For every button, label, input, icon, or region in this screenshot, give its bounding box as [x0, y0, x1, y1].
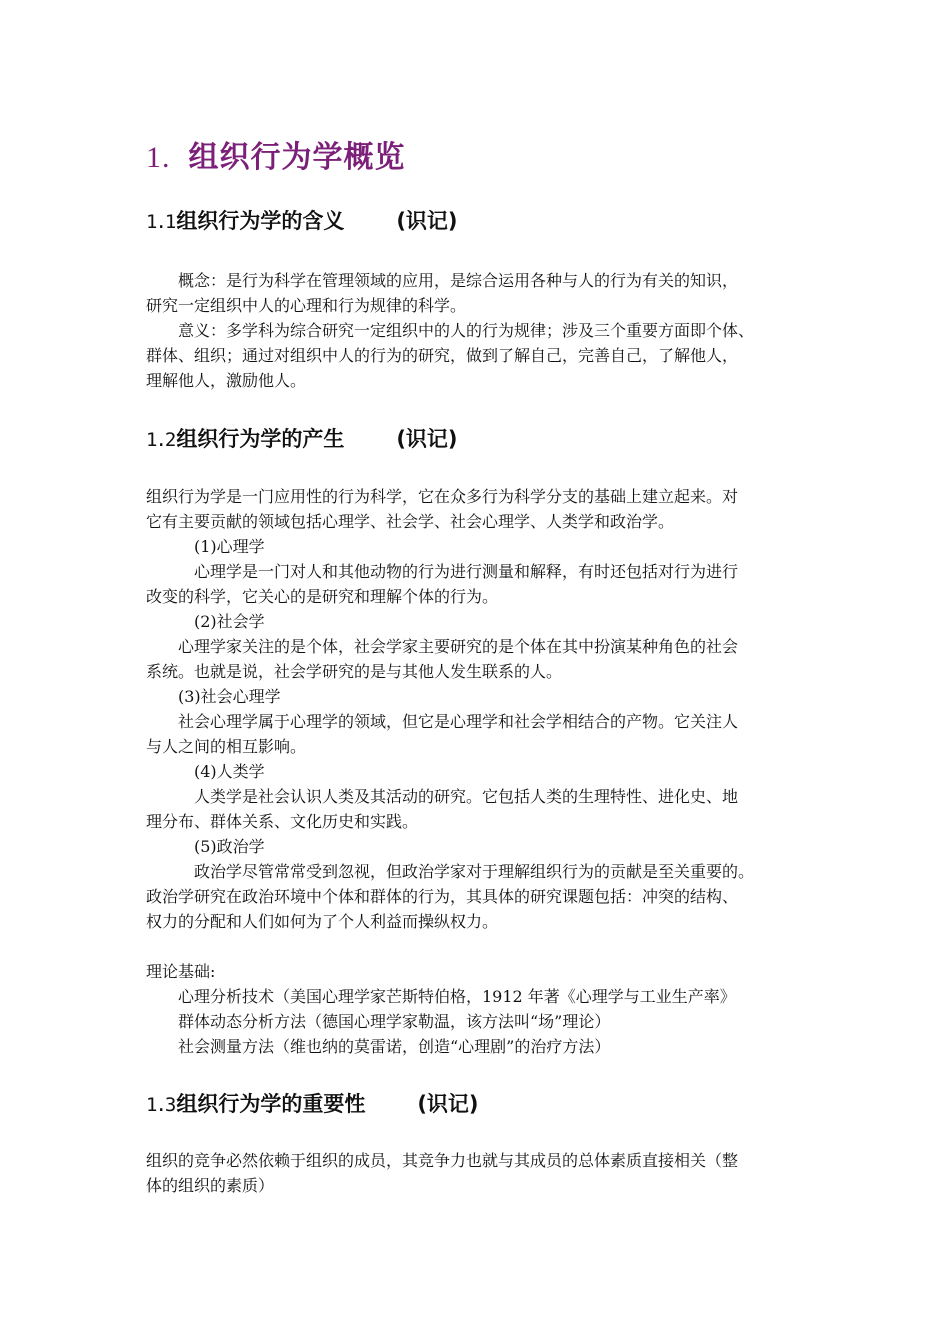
paragraph-line: 权力的分配和人们如何为了个人利益而操纵权力。	[146, 912, 499, 931]
paragraph-line: 政治学研究在政治环境中个体和群体的行为，其具体的研究课题包括：冲突的结构、	[146, 887, 739, 906]
page-title	[146, 132, 806, 176]
page-title-number: 1.	[146, 141, 171, 174]
section-tag: (识记)	[396, 427, 458, 451]
paragraph-line: 心理学家关注的是个体，社会学家主要研究的是个体在其中扮演某种角色的社会	[178, 637, 739, 656]
section-title: 组织行为学的含义	[176, 209, 345, 233]
section-title: 组织行为学的产生	[176, 427, 345, 451]
section-tag: (识记)	[396, 209, 458, 233]
section-heading-1-2	[146, 423, 806, 453]
theory-heading: 理论基础:	[146, 962, 216, 981]
page-title-text: 组织行为学概览	[188, 140, 406, 175]
paragraph-line: 改变的科学，它关心的是研究和理解个体的行为。	[146, 587, 499, 606]
section-number: 1.3	[146, 1094, 175, 1116]
paragraph-line: 意义：多学科为综合研究一定组织中的人的行为规律；涉及三个重要方面即个体、	[178, 321, 755, 340]
paragraph-line: 社会心理学属于心理学的领域，但它是心理学和社会学相结合的产物。它关注人	[178, 712, 739, 731]
paragraph-line: 群体、组织；通过对组织中人的行为的研究，做到了解自己，完善自己，了解他人，	[146, 346, 739, 365]
section-tag: (识记)	[417, 1092, 479, 1116]
section-number: 1.2	[146, 429, 175, 451]
paragraph-line: 组织的竞争必然依赖于组织的成员，其竞争力也就与其成员的总体素质直接相关（整	[146, 1151, 739, 1170]
subsection-label: (2)社会学	[194, 612, 265, 631]
paragraph-line: 它有主要贡献的领域包括心理学、社会学、社会心理学、人类学和政治学。	[146, 512, 675, 531]
theory-line: 群体动态分析方法（德国心理学家勒温，该方法叫“场”理论）	[178, 1012, 611, 1031]
paragraph-line: 体的组织的素质）	[146, 1176, 275, 1195]
paragraph-line: 系统。也就是说，社会学研究的是与其他人发生联系的人。	[146, 662, 563, 681]
section-heading-1-1	[146, 205, 806, 235]
subsection-label: (3)社会心理学	[178, 687, 281, 706]
paragraph-line: 人类学是社会认识人类及其活动的研究。它包括人类的生理特性、进化史、地	[194, 787, 739, 806]
subsection-label: (5)政治学	[194, 837, 265, 856]
paragraph-line: 理分布、群体关系、文化历史和实践。	[146, 812, 419, 831]
paragraph-line: 研究一定组织中人的心理和行为规律的科学。	[146, 296, 467, 315]
subsection-label: (4)人类学	[194, 762, 265, 781]
subsection-label: (1)心理学	[194, 537, 265, 556]
paragraph-line: 概念：是行为科学在管理领域的应用，是综合运用各种与人的行为有关的知识，	[178, 271, 739, 290]
paragraph-line: 政治学尽管常常受到忽视，但政治学家对于理解组织行为的贡献是至关重要的。	[194, 862, 755, 881]
section-number: 1.1	[146, 211, 175, 233]
paragraph-line: 理解他人，激励他人。	[146, 371, 307, 390]
paragraph-line: 组织行为学是一门应用性的行为科学，它在众多行为科学分支的基础上建立起来。对	[146, 487, 739, 506]
theory-line: 社会测量方法（维也纳的莫雷诺，创造“心理剧”的治疗方法）	[178, 1037, 611, 1056]
theory-line: 心理分析技术（美国心理学家芒斯特伯格，1912 年著《心理学与工业生产率》	[178, 987, 736, 1006]
section-heading-1-3	[146, 1088, 806, 1118]
section-title: 组织行为学的重要性	[176, 1092, 366, 1116]
paragraph-line: 心理学是一门对人和其他动物的行为进行测量和解释，有时还包括对行为进行	[194, 562, 739, 581]
paragraph-line: 与人之间的相互影响。	[146, 737, 307, 756]
